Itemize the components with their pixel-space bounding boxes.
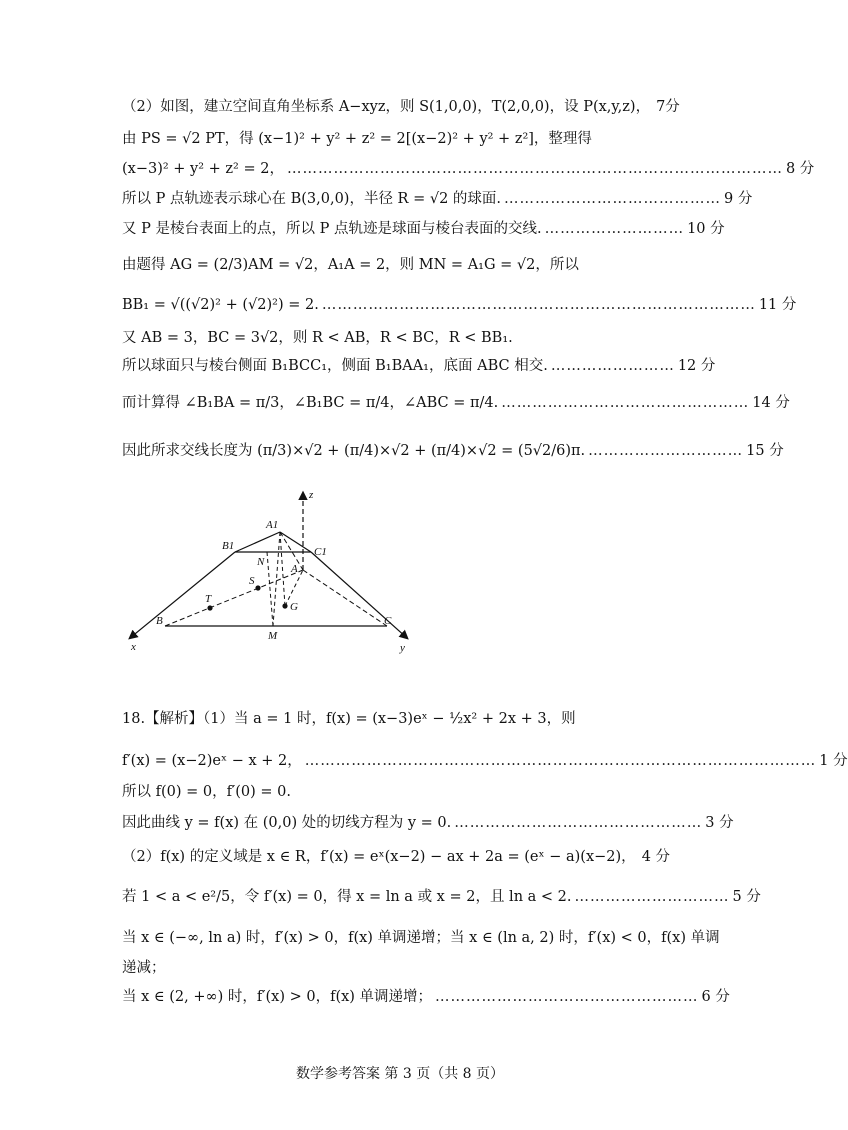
label-t: T (205, 593, 212, 605)
line-text: 由 PS = √2 PT，得 (x−1)² + y² + z² = 2[(x−2)² + y² + z²]，整理得 (122, 131, 592, 147)
point-g (282, 603, 287, 608)
line-10 (122, 392, 790, 414)
page-footer: 数学参考答案 第 3 页（共 8 页） (295, 1066, 505, 1082)
line-text: 当 x ∈ (−∞, ln a) 时，f′(x) > 0，f(x) 单调递增；当 x ∈ (ln a, 2) 时，f′(x) < 0，f(x) 单调 (122, 930, 720, 946)
label-b1: B1 (222, 540, 235, 552)
line-text: 又 AB = 3，BC = 3√2，则 R < AB，R < BC，R < BB₁. (122, 330, 513, 346)
score-label: 15 分 (746, 443, 784, 459)
score-label: 1 分 (819, 753, 848, 769)
label-x: x (131, 641, 136, 653)
edge-a1b1 (235, 532, 280, 552)
line-text: 所以球面只与棱台侧面 B₁BCC₁，侧面 B₁BAA₁，底面 ABC 相交. (122, 358, 548, 374)
score-label: 5 分 (732, 889, 761, 905)
line-text: （2）f(x) 的定义域是 x ∈ R，f′(x) = eˣ(x−2) − ax + 2a = (eˣ − a)(x−2)， (122, 849, 636, 865)
line-20 (122, 986, 730, 1008)
line-15 (122, 812, 734, 834)
line-text: 因此曲线 y = f(x) 在 (0,0) 处的切线方程为 y = 0. (122, 815, 452, 831)
frustum-figure (125, 488, 435, 658)
line-17 (122, 886, 761, 908)
line-12 (122, 708, 662, 730)
label-m: M (268, 630, 278, 642)
label-z: z (309, 489, 314, 501)
score-label: 14 分 (752, 395, 790, 411)
line-text: 又 P 是棱台表面上的点，所以 P 点轨迹是球面与棱台表面的交线. (122, 221, 542, 237)
line-9 (122, 355, 716, 377)
segment-nm (267, 552, 273, 626)
line-text: 若 1 < a < e²/5，令 f′(x) = 0，得 x = ln a 或 x = 2，且 ln a < 2. (122, 889, 572, 905)
line-11 (122, 440, 784, 462)
y-axis (311, 552, 407, 638)
line-text: 所以 P 点轨迹表示球心在 B(3,0,0)，半径 R = √2 的球面. (122, 191, 502, 207)
score-label: 7分 (656, 99, 680, 115)
label-s: S (249, 575, 255, 587)
leader-dots: …………………………………… (504, 191, 722, 207)
leader-dots: ………………………………………… (501, 395, 750, 411)
line-8 (122, 327, 662, 349)
line-4 (122, 188, 753, 210)
leader-dots: ……………………………………………………………………………………… (304, 753, 817, 769)
edge-ba (165, 570, 303, 626)
edge-a1c1 (280, 532, 311, 552)
line-text: （2）如图，建立空间直角坐标系 A−xyz，则 S(1,0,0)，T(2,0,0)，设 P(x,y,z)， (122, 99, 651, 115)
leader-dots: …………………………………………… (435, 989, 699, 1005)
line-3 (122, 158, 815, 180)
line-1 (122, 96, 680, 118)
label-a1: A1 (266, 519, 279, 531)
segment-a1g (280, 532, 285, 606)
line-text: 递减； (122, 960, 166, 976)
label-b: B (156, 615, 163, 627)
line-text: 所以 f(0) = 0，f′(0) = 0. (122, 784, 292, 800)
label-n: N (257, 556, 265, 568)
point-t (207, 605, 212, 610)
line-text: 因此所求交线长度为 (π/3)×√2 + (π/4)×√2 + (π/4)×√2 = (5√2/6)π. (122, 443, 586, 459)
point-s (255, 585, 260, 590)
label-c1: C1 (314, 546, 327, 558)
label-g: G (290, 601, 298, 613)
score-label: 8 分 (785, 161, 815, 177)
line-13 (122, 750, 848, 772)
score-label: 6 分 (701, 989, 730, 1005)
line-text: (x−3)² + y² + z² = 2， (122, 161, 284, 177)
edge-ac (303, 570, 387, 626)
leader-dots: ………………………………………………………………………… (321, 297, 756, 313)
line-19 (122, 957, 662, 979)
line-text: 由题得 AG = (2/3)AM = √2，A₁A = 2，则 MN = A₁G = √2，所以 (122, 257, 579, 273)
score-label: 9 分 (724, 191, 753, 207)
line-18 (122, 927, 720, 949)
label-y: y (400, 642, 405, 654)
line-2 (122, 128, 662, 150)
leader-dots: …………………………………………………………………………………… (286, 161, 783, 177)
line-text: BB₁ = √((√2)² + (√2)²) = 2. (122, 297, 319, 313)
label-a: A (291, 563, 298, 575)
score-label: 3 分 (705, 815, 734, 831)
line-text: f′(x) = (x−2)eˣ − x + 2， (122, 753, 302, 769)
segment-a1m (273, 532, 280, 626)
leader-dots: ………………………… (588, 443, 744, 459)
score-label: 4 分 (641, 849, 671, 865)
line-text: 当 x ∈ (2, +∞) 时，f′(x) > 0，f(x) 单调递增； (122, 989, 433, 1005)
line-5 (122, 218, 725, 240)
score-label: 11 分 (758, 297, 797, 313)
x-axis (130, 552, 235, 638)
line-text: 18.【解析】（1）当 a = 1 时，f(x) = (x−3)eˣ − ½x² + 2x + 3，则 (122, 711, 576, 727)
line-14 (122, 781, 662, 803)
line-text: 而计算得 ∠B₁BA = π/3，∠B₁BC = π/4，∠ABC = π/4. (122, 395, 499, 411)
score-label: 10 分 (687, 221, 725, 237)
leader-dots: ……………………… (544, 221, 685, 237)
score-label: 12 分 (677, 358, 716, 374)
line-16 (122, 846, 671, 868)
leader-dots: …………………… (550, 358, 675, 374)
line-6 (122, 254, 662, 276)
leader-dots: ………………………… (574, 889, 730, 905)
line-7 (122, 294, 797, 316)
label-c: C (384, 615, 392, 627)
leader-dots: ………………………………………… (454, 815, 703, 831)
